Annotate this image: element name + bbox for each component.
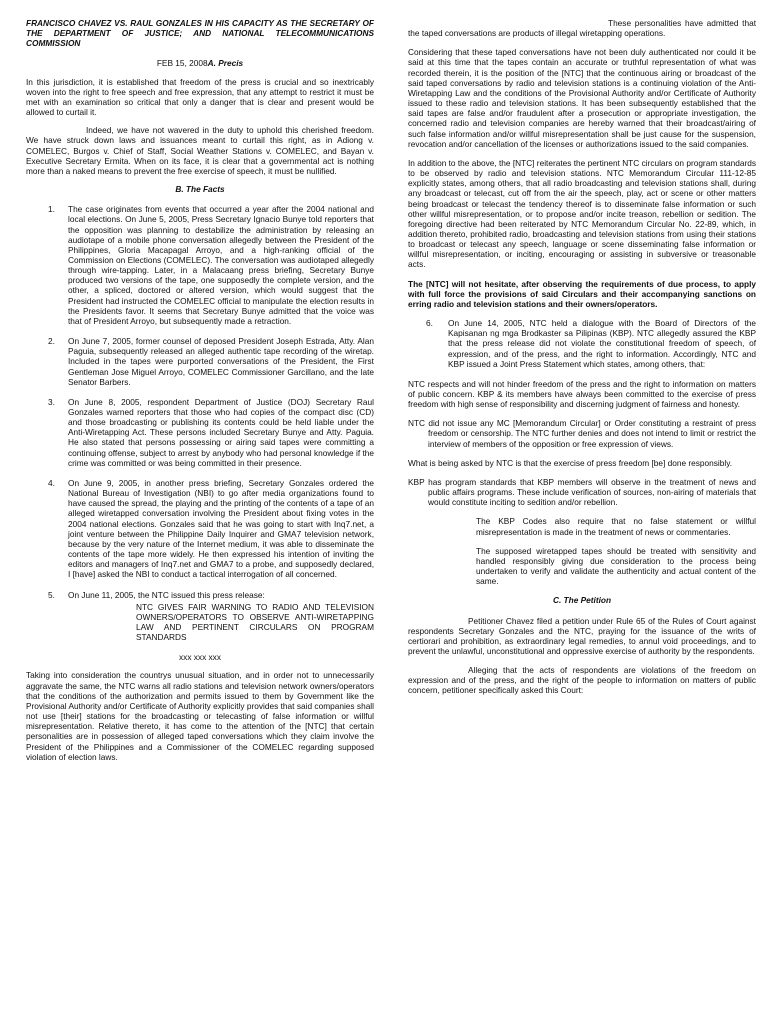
precis-paragraph-2: Indeed, we have not wavered in the duty to uphold this cherished freedom. We have struck down laws and issuances meant to curtail this right, as in Adiong v. COMELEC, Burgos v. Chief of Staff, Social Weather Stations v. COMELEC, and Bayan v. Executive Secretary Ermita. When on its face, it is clear that a governmental act is nothing more than a naked means to prevent the free exercise of speech, it must be nullified. xyxy=(26,125,374,176)
fact-text: On June 9, 2005, in another press briefing, Secretary Gonzales ordered the National Bureau of Investigation (NBI) to go after media organizations found to have caused the spread, the playing and the printing of the contents of a tape of an alleged wiretapped conversation involving the President about fixing votes in the 2004 national elections. Gonzales said that he was going to start with Inq7.net, a joint venture between the Philippine Daily Inquirer and GMA7 television network, because by the very nature of the Internet medium, it was able to disseminate the contents of the tape more widely. He then expressed his intention of inviting the editors and managers of Inq7.net and GMA7 to a probe, and supposedly declared, I [have] asked the NBI to conduct a tactical interrogation of all concerned. xyxy=(68,477,374,580)
date-line xyxy=(26,58,374,68)
fact-number: 6. xyxy=(426,318,433,329)
separator: xxx xxx xxx xyxy=(179,652,221,663)
fact-item xyxy=(26,478,374,580)
fact-number: 5. xyxy=(48,589,55,600)
fact-item-6 xyxy=(408,318,756,369)
fact-number: 2. xyxy=(48,336,55,347)
fact-number: 1. xyxy=(48,204,55,215)
joint-statement-1: NTC respects and will not hinder freedom of the press and the right to information on matters of public concern. KBP & its members have always been committed to the exercise of press freedom with high sense of responsibility and discerning judgment of fairness and honesty. xyxy=(408,378,756,410)
fact-item xyxy=(26,336,374,387)
petition-paragraph-1: Petitioner Chavez filed a petition under Rule 65 of the Rules of Court against respondents Secretary Gonzales and the NTC, praying for the issuance of the writs of certiorari and prohibition, as extraordinary legal remedies, to annul void proceedings, and to prevent the unlawful, unconstitutional and oppressive exercise of authority by the respondents. xyxy=(408,615,756,656)
fact-item xyxy=(26,397,374,468)
right-paragraph-4: The [NTC] will not hesitate, after observing the requirements of due process, to apply with full force the provisions of said Circulars and their accompanying sanctions on erring radio and television stations and their owners/operators. xyxy=(408,278,756,309)
petition-heading: C. The Petition xyxy=(552,595,612,606)
right-column xyxy=(408,18,756,705)
fact-item xyxy=(26,204,374,326)
precis-heading: A. Precis xyxy=(207,58,244,69)
fact-text: On June 7, 2005, former counsel of deposed President Joseph Estrada, Atty. Alan Paguia, subsequently released an alleged authentic tape recording of the wiretap. Included in the tapes were purported conversations of the President, the First Gentleman Jose Miguel Arroyo, COMELEC Commissioner Garcillano, and the late Senator Barbers. xyxy=(68,336,374,387)
joint-statement-5: The KBP Codes also require that no false statement or willful misrepresentation is made in the treatment of news or commentaries. xyxy=(476,516,756,537)
joint-statement-6: The supposed wiretapped tapes should be treated with sensitivity and handled responsibly giving due consideration to the process being undertaken to verify and validate the authenticity and actual content of the same. xyxy=(476,545,756,587)
joint-statement-4: KBP has program standards that KBP members will observe in the treatment of news and public affairs programs. These include verification of sources, non-airing of materials that would constitute inciting to sedition and/or rebellion. xyxy=(408,476,756,508)
joint-statement-3: What is being asked by NTC is that the exercise of press freedom [be] done responsibly. xyxy=(408,457,733,468)
press-release-body: Taking into consideration the countrys unusual situation, and in order not to unnecessarily aggravate the same, the NTC warns all radio stations and television network owners/operators that the conditions of the authorization and permits issued to them by Government like the Provisional Authority and/or Certificate of Authority explicitly provides that said companies shall not use [their] stations for the broadcasting or telecasting of false information or willful misrepresentation. Relative thereto, it has come to the attention of the [NTC] that certain personalities are in possession of alleged taped conversations which they claim involve the President of the Philippines and a Commissioner of the COMELEC regarding supposed violation of election laws. xyxy=(26,670,374,762)
left-column xyxy=(26,18,374,770)
fact-text: The case originates from events that occurred a year after the 2004 national and local elections. On June 5, 2005, Press Secretary Ignacio Bunye told reporters that the opposition was planning to destabilize the administration by releasing an audiotape of a mobile phone conversation allegedly between the President of the Philippines, Gloria Macapagal Arroyo, and a high-ranking official of the Commission on Elections (COMELEC). The conversation was audiotaped allegedly through wire-tapping. Later, in a Malacaang press briefing, Secretary Bunye produced two versions of the tape, one supposedly the complete version, and the other, a spliced, doctored or altered version, which would suggest that the President had instructed the COMELEC official to manipulate the election results in the Presidents favor. It seems that Secretary Bunye admitted that the voice was that of President Arroyo, but subsequently made a retraction. xyxy=(68,204,374,326)
fact-text: On June 11, 2005, the NTC issued this press release: xyxy=(68,589,265,600)
fact-number: 4. xyxy=(48,477,55,488)
case-date: FEB 15, 2008 xyxy=(156,58,208,69)
case-title: FRANCISCO CHAVEZ VS. RAUL GONZALES IN HIS CAPACITY AS THE SECRETARY OF THE DEPARTMENT OF JUSTICE; AND NATIONAL TELECOMMUNICATIONS COMMISSION xyxy=(26,18,374,49)
joint-statement-2: NTC did not issue any MC [Memorandum Circular] or Order constituting a restraint of press freedom or censorship. The NTC further denies and does not intend to limit or restrict the interview of members of the opposition or free expression of views. xyxy=(408,418,756,449)
right-paragraph-2: Considering that these taped conversations have not been duly authenticated nor could it be said at this time that the tapes contain an accurate or truthful representation of what was recorded therein, it is the position of the [NTC] that the continuous airing or broadcast of the said taped conversations by radio and television stations is a continuing violation of the Anti-Wiretapping Law and the conditions of the Provisional Authority and/or Certificate of Authority issued to these radio and television stations. It has been subsequently established that the said tapes are false and/or fraudulent after a prosecution or appropriate investigation, the concerned radio and television companies are hereby warned that their broadcast/airing of such false information and/or willful misrepresentation shall be just cause for the suspension, revocation and/or cancellation of the licenses or authorizations issued to the said companies. xyxy=(408,47,756,149)
right-paragraph-1: These personalities have admitted that the taped conversations are products of illegal wiretapping operations. xyxy=(408,18,756,39)
precis-paragraph-1: In this jurisdiction, it is established that freedom of the press is crucial and so inextricably woven into the right to free speech and free expression, that any attempt to restrict it must be met with an examination so critical that only a danger that is clear and present would be allowed to curtail it. xyxy=(26,76,374,118)
fact-text: On June 14, 2005, NTC held a dialogue with the Board of Directors of the Kapisanan ng mga Brodkaster sa Pilipinas (KBP). NTC allegedly assured the KBP that the press release did not violate the constitutional freedom of speech, of expression, and of the press, and the right to information. Accordingly, NTC and KBP issued a Joint Press Statement which states, among others, that: xyxy=(448,318,756,369)
fact-item xyxy=(26,590,374,600)
facts-heading: B. The Facts xyxy=(175,184,225,195)
fact-number: 3. xyxy=(48,396,55,407)
fact-text: On June 8, 2005, respondent Department of Justice (DOJ) Secretary Raul Gonzales warned reporters that those who had copies of the compact disc (CD) and those broadcasting or publishing its contents could be held liable under the Anti-Wiretapping Act. These persons included Secretary Bunye and Atty. Paguia. He also stated that persons possessing or airing said tapes were committing a continuing offense, subject to arrest by anybody who had personal knowledge if the crime was committed or was being committed in their presence. xyxy=(68,396,374,468)
right-paragraph-3: In addition to the above, the [NTC] reiterates the pertinent NTC circulars on program standards to be observed by radio and television stations. NTC Memorandum Circular 111-12-85 explicitly states, among others, that all radio broadcasting and television stations shall, during any broadcast or telecast, cut off from the air the speech, play, act or scene or other matters being broadcast or telecast the tendency thereof is to disseminate false information or such other willful misrepresentation, or to propose and/or incite treason, rebellion or sedition. The foregoing directive had been reiterated by NTC Memorandum Circular No. 22-89, which, in addition thereto, prohibited radio, broadcasting and television stations from using their stations to broadcast or telecast any speech, language or scene disseminating false information or willful misrepresentation, or inciting, encouraging or assisting in subversive or treasonable acts. xyxy=(408,157,756,270)
petition-paragraph-2: Alleging that the acts of respondents are violations of the freedom on expression and of the press, and the right of the people to information on matters of public concern, petitioner specifically asked this Court: xyxy=(408,665,756,696)
ntc-press-release-title: NTC GIVES FAIR WARNING TO RADIO AND TELEVISION OWNERS/OPERATORS TO OBSERVE ANTI-WIRETAPPING LAW AND PERTINENT CIRCULARS ON PROGRAM STANDARDS xyxy=(136,601,374,643)
